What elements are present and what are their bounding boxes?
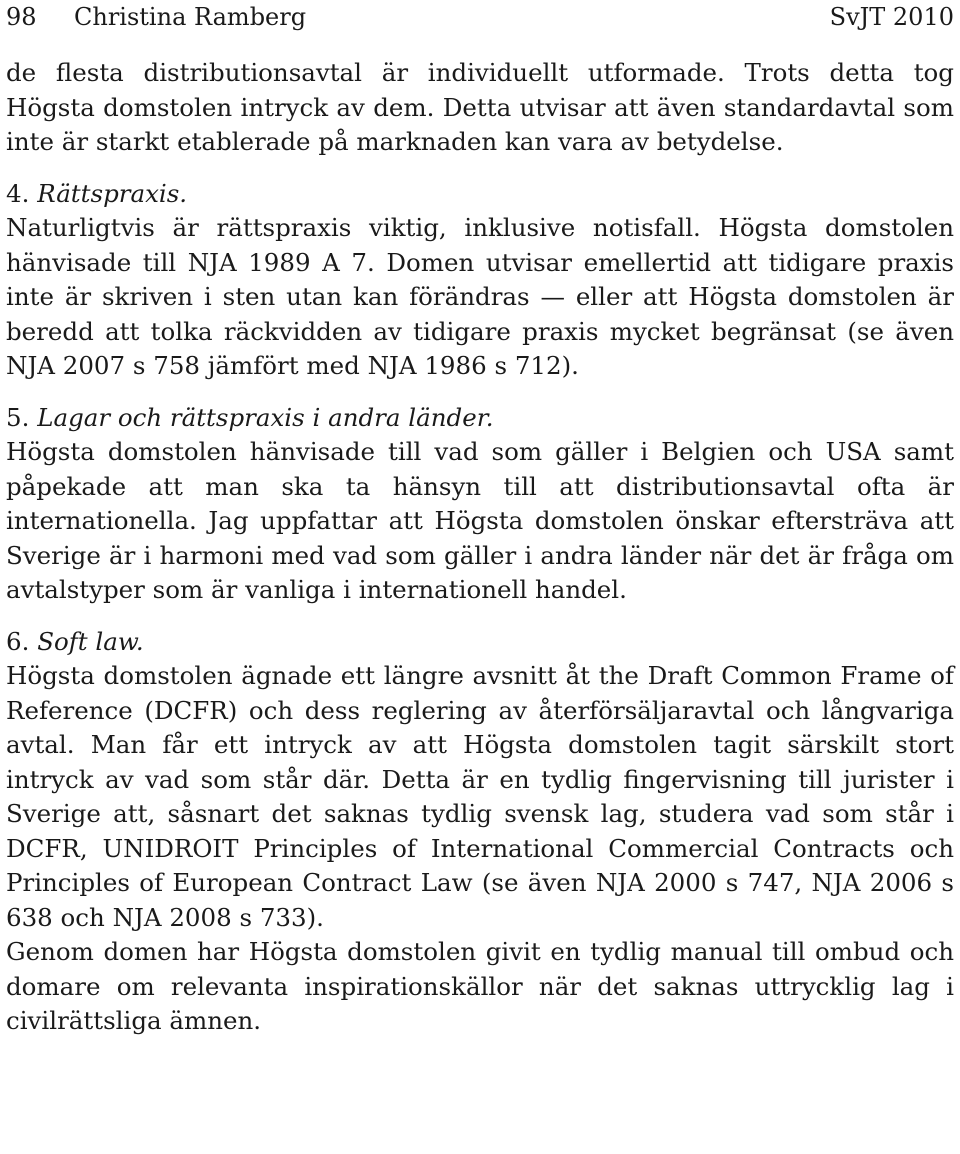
closing-paragraph: Genom domen har Högsta domstolen givit en tydlig manual till ombud och domare om relevanta inspirationskällor när det saknas uttrycklig lag i civilrättsliga ämnen. <box>6 937 954 1035</box>
body-text <box>6 56 954 1039</box>
section-paragraph: Naturligtvis är rättspraxis viktig, inklusive notisfall. Högsta domstolen hänvisade till NJA 1989 A 7. Domen utvisar emellertid att tidigare praxis inte är skriven i sten utan kan förändras — eller att Högsta domstolen är beredd att tolka räckvidden av tidigare praxis mycket begränsat (se även NJA 2007 s 758 jämfört med NJA 1986 s 712). <box>6 213 954 380</box>
header-journal: SvJT 2010 <box>829 3 954 31</box>
section-4 <box>6 177 954 384</box>
section-6 <box>6 625 954 936</box>
section-heading <box>6 625 954 660</box>
section-title: Soft law. <box>37 626 144 656</box>
section-number: 5. <box>6 402 30 432</box>
section-heading <box>6 401 954 436</box>
page-number: 98 <box>6 3 37 31</box>
section-paragraph: Högsta domstolen ägnade ett längre avsnitt åt the Draft Common Frame of Reference (DCFR) och dess reglering av återförsäljaravtal och långvariga avtal. Man får ett intryck av att Högsta domstolen tagit särskilt stort intryck av vad som står där. Detta är en tydlig fingervisning till jurister i Sverige att, såsnart det saknas tydlig svensk lag, studera vad som står i DCFR, UNIDROIT Principles of International Commercial Contracts och Principles of European Contract Law (se även NJA 2000 s 747, NJA 2006 s 638 och NJA 2008 s 733). <box>6 661 954 932</box>
section-heading <box>6 177 954 212</box>
section-title: Rättspraxis. <box>37 178 188 208</box>
section-number: 4. <box>6 178 30 208</box>
intro-paragraph: de flesta distributionsavtal är individuellt utformade. Trots detta tog Högsta domstolen intryck av dem. Detta utvisar att även standardavtal som inte är starkt etablerade på marknaden kan vara av betydelse. <box>6 58 954 156</box>
section-5 <box>6 401 954 608</box>
running-header <box>6 0 954 34</box>
section-number: 6. <box>6 626 30 656</box>
header-author: Christina Ramberg <box>74 3 307 31</box>
section-paragraph: Högsta domstolen hänvisade till vad som gäller i Belgien och USA samt påpekade att man ska ta hänsyn till att distributionsavtal ofta är internationella. Jag uppfattar att Högsta domstolen önskar eftersträva att Sverige är i harmoni med vad som gäller i andra länder när det är fråga om avtalstyper som är vanliga i internationell handel. <box>6 437 954 604</box>
document-page <box>6 0 954 1039</box>
section-title: Lagar och rättspraxis i andra länder. <box>37 402 494 432</box>
